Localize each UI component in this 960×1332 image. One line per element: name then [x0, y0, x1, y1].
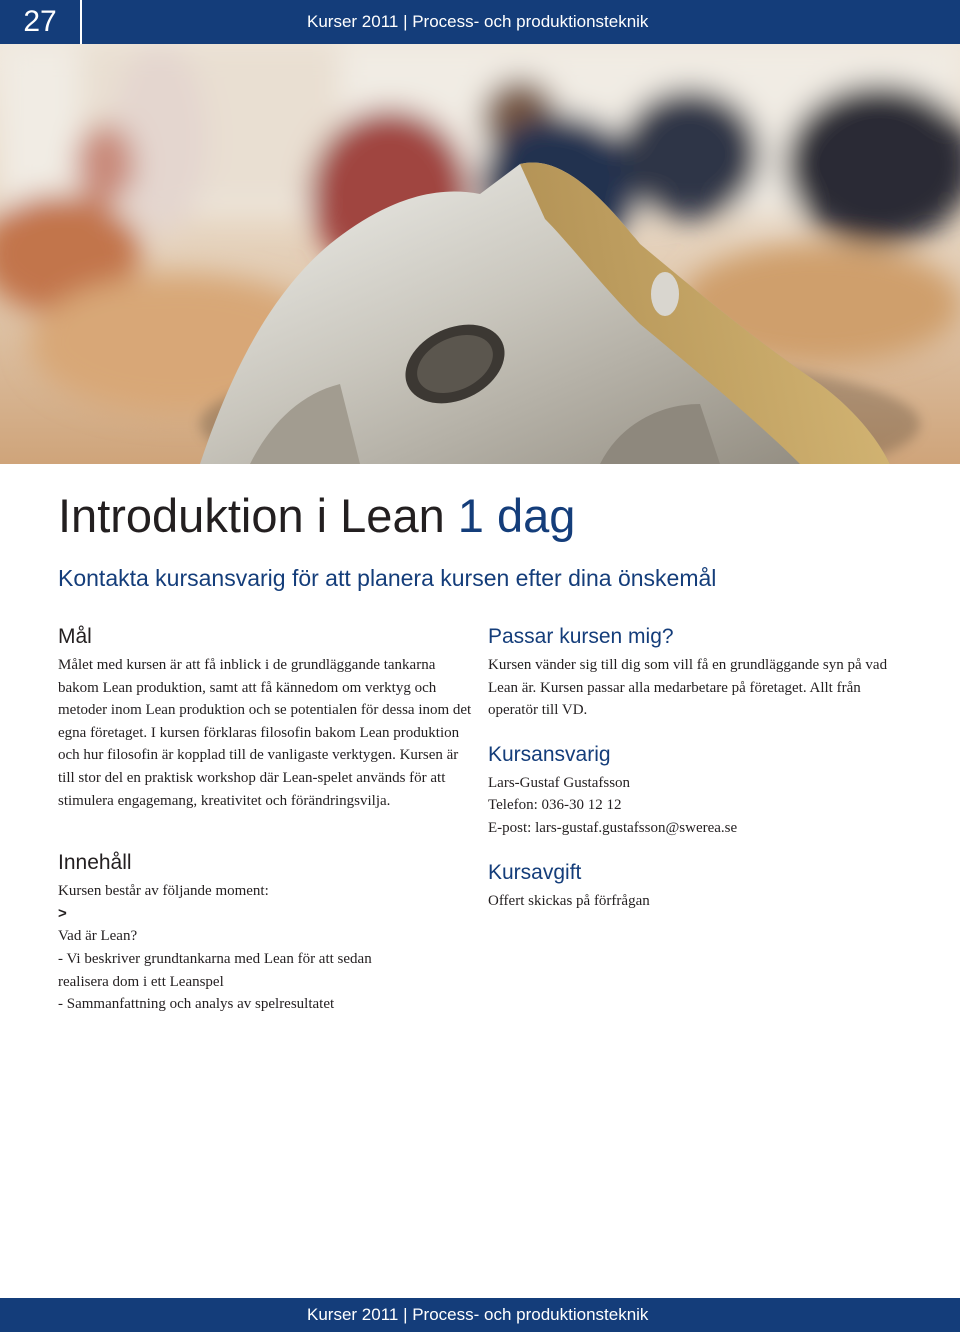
- contact-info: [488, 772, 918, 840]
- contact-name: Lars-Gustaf Gustafsson: [488, 774, 631, 791]
- footer-title: Kurser 2011 | Process- och produktionsteknik: [307, 1305, 649, 1324]
- header-bar: [0, 0, 960, 44]
- mal-heading: Mål: [58, 625, 92, 648]
- contact-phone: Telefon: 036-30 12 12: [488, 797, 622, 814]
- course-subtitle: Kontakta kursansvarig för att planera kursen efter dina önskemål: [58, 565, 717, 591]
- course-title-text: Introduktion i Lean: [58, 489, 445, 542]
- list-item: - Sammanfattning och analys av spelresultatet: [58, 996, 335, 1013]
- kursansvarig-heading: Kursansvarig: [488, 742, 611, 766]
- course-title: [58, 486, 575, 546]
- kursavgift-heading: Kursavgift: [488, 860, 582, 884]
- list-item: - Vi beskriver grundtankarna med Lean för att sedan: [58, 950, 372, 967]
- passar-text: Kursen vänder sig till dig som vill få en grundläggande syn på vad Lean är. Kursen passar alla medarbetare på företaget. Allt från operatör till VD.: [488, 657, 888, 719]
- hero-photo: [0, 44, 960, 464]
- page-number: 27: [0, 0, 82, 44]
- kursavgift-text: Offert skickas på förfrågan: [488, 892, 650, 909]
- innehall-list: [58, 880, 476, 1016]
- list-item-continued: realisera dom i ett Leanspel: [58, 973, 224, 990]
- right-column: [488, 624, 918, 912]
- header-title: Kurser 2011 | Process- och produktionsteknik: [307, 12, 649, 31]
- passar-heading: Passar kursen mig?: [488, 625, 674, 648]
- list-item-text: Vad är Lean?: [58, 928, 138, 945]
- left-column: [58, 624, 476, 1016]
- innehall-intro: Kursen består av följande moment:: [58, 883, 269, 900]
- course-duration: 1 dag: [457, 489, 576, 542]
- list-item: [58, 903, 476, 948]
- mal-text: Målet med kursen är att få inblick i de grundläggande tankarna bakom Lean produktion, samt att få kännedom om verktyg och metoder inom Lean produktion och se potentialen för dessa inom det egna företaget. I kursen förklaras filosofin bakom Lean produktion och hur filosofin är kopplad till de vanligaste verktygen. Kursen är till stor del en praktisk workshop där Lean-spelet används för att stimulera engagemang, kreativitet och förändringsvilja.: [58, 657, 472, 809]
- innehall-heading: Innehåll: [58, 851, 132, 875]
- footer-bar: [0, 1298, 960, 1332]
- arrow-icon: >: [58, 904, 67, 922]
- contact-email: E-post: lars-gustaf.gustafsson@swerea.se: [488, 819, 738, 836]
